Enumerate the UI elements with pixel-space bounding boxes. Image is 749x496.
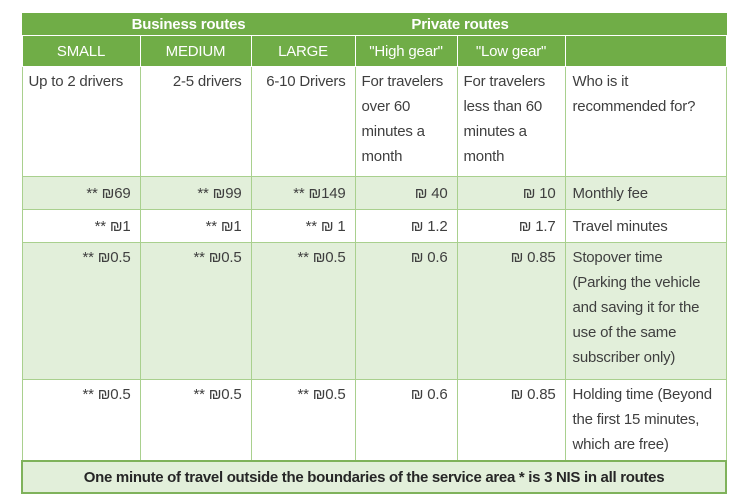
cell-large-monthly-fee: ** ₪149 [251, 177, 355, 210]
row-label-monthly-fee: Monthly fee [565, 177, 726, 210]
cell-high-gear-holding: ₪ 0.6 [355, 380, 457, 462]
row-label-stopover: Stopover time (Parking the vehicle and saving it for the use of the same subscriber only) [565, 243, 726, 380]
row-label-recommended: Who is it recommended for? [565, 67, 726, 177]
cell-high-gear-drivers: For travelers over 60 minutes a month [355, 67, 457, 177]
cell-small-stopover: ** ₪0.5 [22, 243, 140, 380]
table-row-stopover-time [22, 243, 726, 380]
cell-medium-monthly-fee: ** ₪99 [140, 177, 251, 210]
cell-medium-holding: ** ₪0.5 [140, 380, 251, 462]
cell-low-gear-monthly-fee: ₪ 10 [457, 177, 565, 210]
cell-low-gear-travel-minutes: ₪ 1.7 [457, 210, 565, 243]
cell-large-stopover: ** ₪0.5 [251, 243, 355, 380]
cell-medium-drivers: 2-5 drivers [140, 67, 251, 177]
header-business-routes: Business routes [22, 14, 355, 36]
cell-small-drivers: Up to 2 drivers [22, 67, 140, 177]
col-header-medium: MEDIUM [140, 36, 251, 67]
cell-low-gear-stopover: ₪ 0.85 [457, 243, 565, 380]
col-header-low-gear: "Low gear" [457, 36, 565, 67]
col-header-high-gear: "High gear" [355, 36, 457, 67]
cell-large-travel-minutes: ** ₪ 1 [251, 210, 355, 243]
col-header-description [565, 36, 726, 67]
pricing-table [21, 13, 727, 494]
table-row-recommended [22, 67, 726, 177]
col-header-small: SMALL [22, 36, 140, 67]
cell-small-monthly-fee: ** ₪69 [22, 177, 140, 210]
cell-high-gear-stopover: ₪ 0.6 [355, 243, 457, 380]
cell-medium-stopover: ** ₪0.5 [140, 243, 251, 380]
cell-high-gear-monthly-fee: ₪ 40 [355, 177, 457, 210]
column-header-row [22, 36, 726, 67]
footer-note-row [22, 461, 726, 493]
table-row-monthly-fee [22, 177, 726, 210]
row-label-travel-minutes: Travel minutes [565, 210, 726, 243]
table-row-travel-minutes [22, 210, 726, 243]
header-private-routes: Private routes [355, 14, 726, 36]
cell-low-gear-drivers: For travelers less than 60 minutes a month [457, 67, 565, 177]
table-row-holding-time [22, 380, 726, 462]
cell-large-drivers: 6-10 Drivers [251, 67, 355, 177]
cell-medium-travel-minutes: ** ₪1 [140, 210, 251, 243]
cell-small-holding: ** ₪0.5 [22, 380, 140, 462]
cell-small-travel-minutes: ** ₪1 [22, 210, 140, 243]
col-header-large: LARGE [251, 36, 355, 67]
cell-high-gear-travel-minutes: ₪ 1.2 [355, 210, 457, 243]
group-header-row [22, 14, 726, 36]
row-label-holding: Holding time (Beyond the first 15 minutes, which are free) [565, 380, 726, 462]
cell-large-holding: ** ₪0.5 [251, 380, 355, 462]
cell-low-gear-holding: ₪ 0.85 [457, 380, 565, 462]
footer-note: One minute of travel outside the boundaries of the service area * is 3 NIS in all routes [22, 461, 726, 493]
